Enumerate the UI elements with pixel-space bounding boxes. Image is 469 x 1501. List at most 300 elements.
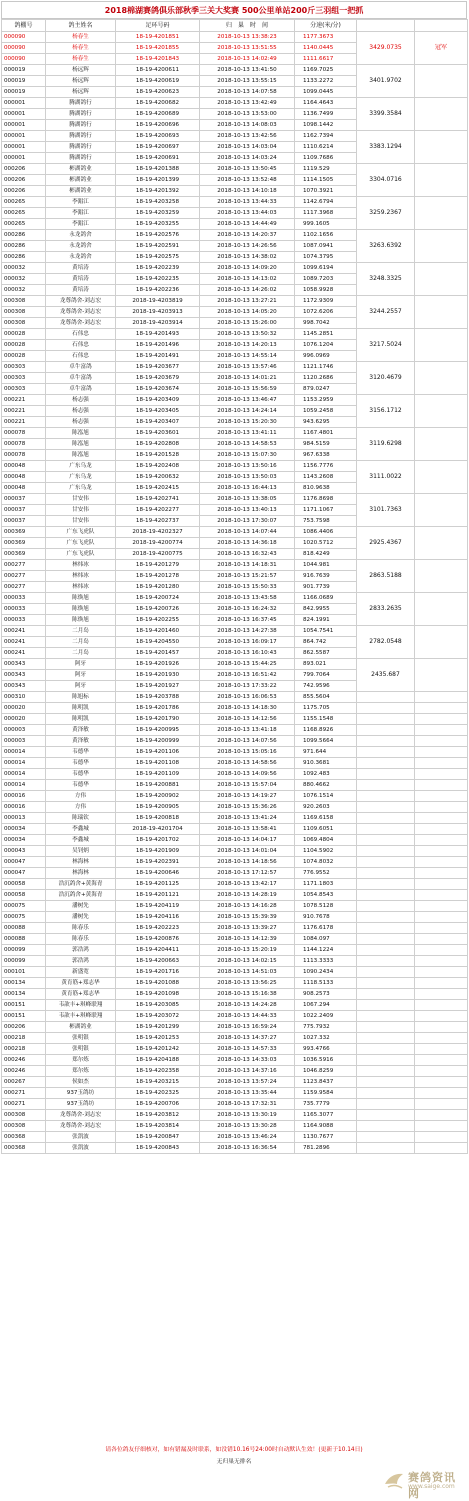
cell-owner: 广东飞虎队 <box>46 538 116 549</box>
table-row <box>2 1088 468 1099</box>
cell-loft: 000308 <box>2 296 46 307</box>
table-row <box>2 1033 468 1044</box>
group-total: 3101.7363 <box>357 494 415 527</box>
cell-ring: 18-19-4201790 <box>116 714 200 725</box>
cell-time: 2018-10-13 14:01:21 <box>200 373 295 384</box>
cell-speed: 999.1605 <box>295 219 357 230</box>
cell-ring: 18-19-4202415 <box>116 483 200 494</box>
cell-owner: 陈泓旭 <box>46 428 116 439</box>
cell-speed: 1059.2458 <box>295 406 357 417</box>
cell-loft: 000043 <box>2 846 46 857</box>
cell-ring: 18-19-4203072 <box>116 1011 200 1022</box>
cell-time: 2018-10-13 14:01:04 <box>200 846 295 857</box>
cell-speed: 776.9552 <box>295 868 357 879</box>
group-total-empty <box>357 1143 415 1154</box>
table-row <box>2 1066 468 1077</box>
table-row <box>2 593 468 604</box>
cell-speed: 1092.483 <box>295 769 357 780</box>
cell-speed: 1067.294 <box>295 1000 357 1011</box>
cell-owner: 韦歆丰+琪峰联翔 <box>46 1011 116 1022</box>
cell-owner: 林海林 <box>46 868 116 879</box>
cell-speed: 1171.1067 <box>295 505 357 516</box>
cell-speed: 1074.8032 <box>295 857 357 868</box>
cell-speed: 1121.1746 <box>295 362 357 373</box>
cell-ring: 18-19-4200611 <box>116 65 200 76</box>
cell-speed: 1133.2272 <box>295 76 357 87</box>
cell-owner: 阿牙 <box>46 659 116 670</box>
cell-loft: 000303 <box>2 362 46 373</box>
cell-owner: 韦德华 <box>46 758 116 769</box>
cell-loft: 000047 <box>2 868 46 879</box>
cell-owner: 广东乌龙 <box>46 472 116 483</box>
cell-owner: 杨志强 <box>46 395 116 406</box>
group-total-empty <box>357 769 415 780</box>
cell-speed: 1113.3333 <box>295 956 357 967</box>
group-total-empty <box>357 692 415 703</box>
table-row <box>2 1110 468 1121</box>
cell-time: 2018-10-13 14:38:02 <box>200 252 295 263</box>
cell-ring: 18-19-4201121 <box>116 890 200 901</box>
cell-speed: 943.6295 <box>295 417 357 428</box>
watermark-name: 赛鸽资讯网 <box>408 1471 456 1500</box>
cell-loft: 000310 <box>2 692 46 703</box>
cell-ring: 18-19-4203258 <box>116 197 200 208</box>
cell-loft: 000221 <box>2 395 46 406</box>
cell-time: 2018-10-13 16:10:43 <box>200 648 295 659</box>
cell-owner: 韦歆丰+琪峰联翔 <box>46 1000 116 1011</box>
cell-owner: 二月岛 <box>46 626 116 637</box>
cell-ring: 2018-19-4201704 <box>116 824 200 835</box>
cell-time: 2018-10-13 14:18:31 <box>200 560 295 571</box>
cell-owner: 黄育筋+郑志华 <box>46 989 116 1000</box>
cell-loft: 000001 <box>2 142 46 153</box>
cell-loft: 000048 <box>2 461 46 472</box>
cell-loft: 000241 <box>2 626 46 637</box>
cell-loft: 000032 <box>2 285 46 296</box>
cell-time: 2018-10-13 15:50:33 <box>200 582 295 593</box>
group-total: 2833.2635 <box>357 593 415 626</box>
cell-time: 2018-10-13 14:57:33 <box>200 1044 295 1055</box>
cell-ring: 18-19-4201278 <box>116 571 200 582</box>
cell-ring: 18-19-4202239 <box>116 263 200 274</box>
cell-speed: 1145.2851 <box>295 329 357 340</box>
cell-ring: 2018-19-4203913 <box>116 307 200 318</box>
group-note <box>415 626 468 659</box>
cell-speed: 1136.7499 <box>295 109 357 120</box>
cell-speed: 1177.3673 <box>295 32 357 43</box>
cell-loft: 000047 <box>2 857 46 868</box>
table-row <box>2 813 468 824</box>
cell-time: 2018-10-13 16:51:42 <box>200 670 295 681</box>
table-row <box>2 131 468 142</box>
cell-ring: 18-19-4200724 <box>116 593 200 604</box>
cell-owner: 张明银 <box>46 1044 116 1055</box>
cell-ring: 18-19-4201457 <box>116 648 200 659</box>
group-total-empty <box>357 912 415 923</box>
cell-time: 2018-10-13 14:05:20 <box>200 307 295 318</box>
table-row <box>2 626 468 637</box>
group-total: 3304.0716 <box>357 164 415 197</box>
cell-speed: 1168.8926 <box>295 725 357 736</box>
cell-loft: 000265 <box>2 208 46 219</box>
cell-time: 2018-10-13 14:09:56 <box>200 769 295 780</box>
table-row <box>2 879 468 890</box>
cell-speed: 1176.8698 <box>295 494 357 505</box>
group-note-empty <box>415 912 468 923</box>
group-note-empty <box>415 692 468 703</box>
cell-ring: 2018-19-4202327 <box>116 527 200 538</box>
group-total-empty <box>357 967 415 978</box>
group-total-empty <box>357 1044 415 1055</box>
cell-speed: 842.9955 <box>295 604 357 615</box>
cell-time: 2018-10-13 13:41:18 <box>200 725 295 736</box>
cell-speed: 984.5159 <box>295 439 357 450</box>
cell-ring: 18-19-4201242 <box>116 1044 200 1055</box>
cell-time: 2018-10-13 14:13:02 <box>200 274 295 285</box>
cell-owner: 韦德华 <box>46 780 116 791</box>
group-note-empty <box>415 945 468 956</box>
cell-owner: 浩沉鸽舍+黄海青 <box>46 890 116 901</box>
table-row <box>2 659 468 670</box>
cell-loft: 000134 <box>2 989 46 1000</box>
cell-loft: 000308 <box>2 318 46 329</box>
cell-owner: 彬湖鸽业 <box>46 164 116 175</box>
cell-speed: 735.7779 <box>295 1099 357 1110</box>
cell-ring: 18-19-4201496 <box>116 340 200 351</box>
cell-owner: 彬湖鸽业 <box>46 186 116 197</box>
cell-ring: 18-19-4201106 <box>116 747 200 758</box>
cell-speed: 742.9596 <box>295 681 357 692</box>
cell-owner: 杨远辉 <box>46 76 116 87</box>
group-note <box>415 593 468 626</box>
table-row <box>2 98 468 109</box>
cell-speed: 1171.1803 <box>295 879 357 890</box>
group-total-empty <box>357 1121 415 1132</box>
cell-speed: 864.742 <box>295 637 357 648</box>
cell-loft: 000028 <box>2 351 46 362</box>
cell-time: 2018-10-13 13:43:58 <box>200 593 295 604</box>
cell-speed: 1044.981 <box>295 560 357 571</box>
cell-time: 2018-10-13 14:33:03 <box>200 1055 295 1066</box>
cell-ring: 18-19-4203255 <box>116 219 200 230</box>
cell-loft: 000075 <box>2 912 46 923</box>
cell-ring: 18-19-4201528 <box>116 450 200 461</box>
cell-speed: 1159.9584 <box>295 1088 357 1099</box>
cell-speed: 810.9638 <box>295 483 357 494</box>
cell-owner: 杨春生 <box>46 43 116 54</box>
cell-time: 2018-10-13 14:02:15 <box>200 956 295 967</box>
cell-loft: 000206 <box>2 186 46 197</box>
cell-speed: 1069.4804 <box>295 835 357 846</box>
watermark <box>378 1466 466 1500</box>
group-total: 2925.4367 <box>357 527 415 560</box>
cell-ring: 18-19-4200646 <box>116 868 200 879</box>
cell-time: 2018-10-13 15:21:57 <box>200 571 295 582</box>
group-total: 2435.687 <box>357 659 415 692</box>
cell-speed: 1117.3968 <box>295 208 357 219</box>
cell-time: 2018-10-13 16:32:43 <box>200 549 295 560</box>
cell-loft: 000034 <box>2 824 46 835</box>
header-ring-no: 足环号码 <box>116 20 200 32</box>
cell-speed: 1111.6617 <box>295 54 357 65</box>
cell-speed: 1169.7025 <box>295 65 357 76</box>
cell-ring: 18-19-4201399 <box>116 175 200 186</box>
cell-owner: 陈泓旭 <box>46 450 116 461</box>
cell-speed: 1119.529 <box>295 164 357 175</box>
table-row <box>2 1143 468 1154</box>
table-row <box>2 901 468 912</box>
cell-owner: 潘树先 <box>46 901 116 912</box>
cell-speed: 1076.1204 <box>295 340 357 351</box>
cell-owner: 黄培涛 <box>46 263 116 274</box>
cell-time: 2018-10-13 16:59:24 <box>200 1022 295 1033</box>
cell-time: 2018-10-13 14:58:53 <box>200 439 295 450</box>
cell-owner: 杨志强 <box>46 406 116 417</box>
cell-ring: 18-19-4200696 <box>116 120 200 131</box>
cell-owner: 陈春乐 <box>46 923 116 934</box>
group-total: 3119.6298 <box>357 428 415 461</box>
cell-owner: 杨志强 <box>46 417 116 428</box>
cell-loft: 000013 <box>2 813 46 824</box>
group-total-empty <box>357 879 415 890</box>
header-group-total <box>357 20 415 32</box>
table-row <box>2 395 468 406</box>
cell-ring: 18-19-4203679 <box>116 373 200 384</box>
cell-time: 2018-10-13 14:04:17 <box>200 835 295 846</box>
cell-ring: 18-19-4203409 <box>116 395 200 406</box>
cell-loft: 000308 <box>2 1121 46 1132</box>
cell-loft: 000019 <box>2 76 46 87</box>
group-note-empty <box>415 813 468 824</box>
cell-speed: 824.1991 <box>295 615 357 626</box>
group-note-empty <box>415 1110 468 1121</box>
cell-time: 2018-10-13 15:39:39 <box>200 912 295 923</box>
cell-time: 2018-10-13 14:27:38 <box>200 626 295 637</box>
cell-ring: 18-19-4201909 <box>116 846 200 857</box>
table-row <box>2 758 468 769</box>
cell-loft: 000001 <box>2 131 46 142</box>
group-total-empty <box>357 813 415 824</box>
cell-ring: 18-19-4201786 <box>116 703 200 714</box>
cell-loft: 000078 <box>2 450 46 461</box>
cell-ring: 18-19-4204188 <box>116 1055 200 1066</box>
group-note-empty <box>415 835 468 846</box>
group-total-empty <box>357 978 415 989</box>
cell-time: 2018-10-13 14:37:27 <box>200 1033 295 1044</box>
cell-owner: 方伟 <box>46 791 116 802</box>
cell-speed: 1144.1224 <box>295 945 357 956</box>
group-total: 2782.0548 <box>357 626 415 659</box>
group-total-empty <box>357 736 415 747</box>
cell-owner: 永龙鸽舍 <box>46 241 116 252</box>
cell-owner: 937玉鸽坊 <box>46 1099 116 1110</box>
cell-ring: 18-19-4202358 <box>116 1066 200 1077</box>
table-row <box>2 1011 468 1022</box>
group-note <box>415 362 468 395</box>
cell-owner: 黄泽敏 <box>46 736 116 747</box>
cell-time: 2018-10-13 14:12:56 <box>200 714 295 725</box>
cell-owner: 杨远辉 <box>46 65 116 76</box>
cell-loft: 000206 <box>2 175 46 186</box>
cell-speed: 1078.5128 <box>295 901 357 912</box>
group-note-empty <box>415 736 468 747</box>
cell-time: 2018-10-13 15:44:25 <box>200 659 295 670</box>
group-note-empty <box>415 1132 468 1143</box>
cell-speed: 967.6338 <box>295 450 357 461</box>
cell-time: 2018-10-13 17:30:07 <box>200 516 295 527</box>
cell-loft: 000308 <box>2 307 46 318</box>
watermark-url: www.saige.com <box>408 1483 455 1490</box>
cell-time: 2018-10-13 14:26:56 <box>200 241 295 252</box>
cell-loft: 000019 <box>2 87 46 98</box>
header-note <box>415 20 468 32</box>
cell-time: 2018-10-13 13:41:24 <box>200 813 295 824</box>
cell-time: 2018-10-13 13:53:00 <box>200 109 295 120</box>
table-row <box>2 945 468 956</box>
cell-ring: 18-19-4203812 <box>116 1110 200 1121</box>
group-note <box>415 527 468 560</box>
cell-owner: 杨春生 <box>46 32 116 43</box>
cell-owner: 龙尊鸽舍-刘志宏 <box>46 1121 116 1132</box>
cell-speed: 1120.2686 <box>295 373 357 384</box>
cell-loft: 000016 <box>2 802 46 813</box>
cell-speed: 1046.8259 <box>295 1066 357 1077</box>
cell-loft: 000048 <box>2 483 46 494</box>
cell-time: 2018-10-13 14:10:18 <box>200 186 295 197</box>
cell-time: 2018-10-13 13:50:45 <box>200 164 295 175</box>
cell-ring: 18-19-4202391 <box>116 857 200 868</box>
group-total: 3120.4679 <box>357 362 415 395</box>
group-note-empty <box>415 1033 468 1044</box>
cell-owner: 甘安伟 <box>46 494 116 505</box>
group-total-empty <box>357 1000 415 1011</box>
cell-speed: 1165.3077 <box>295 1110 357 1121</box>
cell-time: 2018-10-13 14:07:58 <box>200 87 295 98</box>
cell-time: 2018-10-13 13:42:49 <box>200 98 295 109</box>
cell-ring: 2018-19-4200775 <box>116 549 200 560</box>
cell-time: 2018-10-13 16:44:13 <box>200 483 295 494</box>
cell-ring: 18-19-4202325 <box>116 1088 200 1099</box>
cell-speed: 1099.6194 <box>295 263 357 274</box>
group-note <box>415 98 468 131</box>
cell-loft: 000075 <box>2 901 46 912</box>
cell-ring: 18-19-4201108 <box>116 758 200 769</box>
cell-ring: 18-19-4200726 <box>116 604 200 615</box>
cell-ring: 18-19-4202255 <box>116 615 200 626</box>
group-note-empty <box>415 1011 468 1022</box>
cell-owner: 龙尊鸽舍-刘志宏 <box>46 318 116 329</box>
group-total: 3401.9702 <box>357 65 415 98</box>
cell-loft: 000028 <box>2 340 46 351</box>
cell-time: 2018-10-13 13:42:17 <box>200 879 295 890</box>
cell-time: 2018-10-13 15:05:16 <box>200 747 295 758</box>
cell-speed: 1027.332 <box>295 1033 357 1044</box>
cell-ring: 18-19-4201926 <box>116 659 200 670</box>
group-total-empty <box>357 835 415 846</box>
cell-loft: 000101 <box>2 967 46 978</box>
cell-loft: 000206 <box>2 164 46 175</box>
table-row <box>2 329 468 340</box>
group-note <box>415 428 468 461</box>
cell-speed: 1172.9309 <box>295 296 357 307</box>
cell-loft: 000286 <box>2 241 46 252</box>
cell-owner: 腾湖鸽行 <box>46 98 116 109</box>
cell-loft: 000032 <box>2 263 46 274</box>
table-row <box>2 197 468 208</box>
cell-time: 2018-10-13 16:24:32 <box>200 604 295 615</box>
cell-speed: 1140.0445 <box>295 43 357 54</box>
cell-loft: 000090 <box>2 54 46 65</box>
cell-time: 2018-10-13 14:20:13 <box>200 340 295 351</box>
group-total-empty <box>357 1066 415 1077</box>
cell-owner: 卓牛富鸽 <box>46 373 116 384</box>
cell-loft: 000368 <box>2 1132 46 1143</box>
group-note-empty <box>415 989 468 1000</box>
group-note-empty <box>415 758 468 769</box>
cell-loft: 000088 <box>2 934 46 945</box>
cell-time: 2018-10-13 13:50:32 <box>200 329 295 340</box>
cell-loft: 000048 <box>2 472 46 483</box>
cell-loft: 000265 <box>2 197 46 208</box>
table-row <box>2 736 468 747</box>
cell-speed: 998.7042 <box>295 318 357 329</box>
cell-ring: 18-19-4200682 <box>116 98 200 109</box>
cell-speed: 1076.1514 <box>295 791 357 802</box>
cell-owner: 永龙鸽舍 <box>46 230 116 241</box>
cell-owner: 郭浩鸿 <box>46 945 116 956</box>
group-note-empty <box>415 714 468 725</box>
cell-speed: 1099.5664 <box>295 736 357 747</box>
cell-loft: 000265 <box>2 219 46 230</box>
cell-ring: 18-19-4200693 <box>116 131 200 142</box>
cell-ring: 18-19-4200632 <box>116 472 200 483</box>
group-note <box>415 131 468 164</box>
cell-speed: 1118.5133 <box>295 978 357 989</box>
cell-loft: 000271 <box>2 1099 46 1110</box>
table-row <box>2 923 468 934</box>
cell-loft: 000308 <box>2 1110 46 1121</box>
cell-speed: 1167.4801 <box>295 428 357 439</box>
cell-ring: 18-19-4203405 <box>116 406 200 417</box>
cell-ring: 18-19-4201392 <box>116 186 200 197</box>
cell-ring: 18-19-4201702 <box>116 835 200 846</box>
cell-loft: 000277 <box>2 571 46 582</box>
cell-owner: 甘安伟 <box>46 505 116 516</box>
cell-owner: 新盛宽 <box>46 967 116 978</box>
group-total-empty <box>357 1011 415 1022</box>
cell-ring: 18-19-4200881 <box>116 780 200 791</box>
cell-ring: 18-19-4201253 <box>116 1033 200 1044</box>
cell-speed: 818.4249 <box>295 549 357 560</box>
cell-loft: 000014 <box>2 780 46 791</box>
header-arrival-time: 归 巢 时 间 <box>200 20 295 32</box>
cell-ring: 18-19-4203788 <box>116 692 200 703</box>
group-note <box>415 230 468 263</box>
cell-time: 2018-10-13 14:55:14 <box>200 351 295 362</box>
group-total-empty <box>357 714 415 725</box>
cell-ring: 18-19-4200847 <box>116 1132 200 1143</box>
cell-loft: 000058 <box>2 890 46 901</box>
cell-loft: 000003 <box>2 736 46 747</box>
table-row <box>2 263 468 274</box>
cell-owner: 腾湖鸽行 <box>46 153 116 164</box>
cell-ring: 2018-19-4203819 <box>116 296 200 307</box>
cell-loft: 000221 <box>2 406 46 417</box>
group-total-empty <box>357 703 415 714</box>
group-note-empty <box>415 868 468 879</box>
group-total-empty <box>357 725 415 736</box>
cell-owner: 陈焕旭 <box>46 604 116 615</box>
